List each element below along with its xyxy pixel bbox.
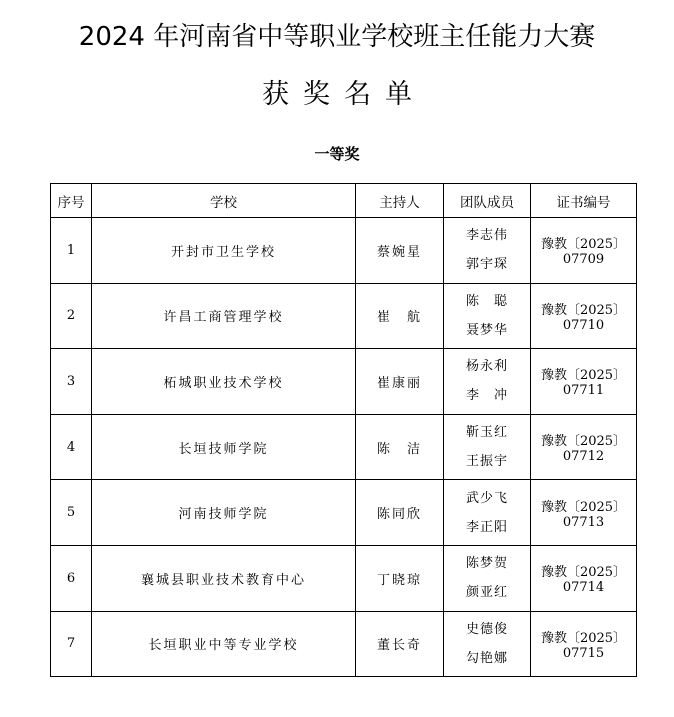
award-list-table xyxy=(50,183,637,677)
row-certificate-number: 豫教〔2025〕07711 xyxy=(531,349,637,415)
header-team-members: 团队成员 xyxy=(444,184,531,218)
team-member: 颜亚红 xyxy=(465,585,508,601)
row-host: 丁晓琼 xyxy=(356,545,444,611)
team-member: 杨永利 xyxy=(465,359,508,375)
team-member: 陈 聪 xyxy=(465,293,508,309)
row-number: 1 xyxy=(51,218,92,284)
table-row xyxy=(51,349,637,415)
row-certificate-number: 豫教〔2025〕07712 xyxy=(531,414,637,480)
row-number: 2 xyxy=(51,283,92,349)
row-team-members xyxy=(444,611,531,677)
row-school: 河南技师学院 xyxy=(92,480,356,546)
row-certificate-number: 豫教〔2025〕07709 xyxy=(531,218,637,284)
team-member: 李正阳 xyxy=(465,519,508,535)
row-certificate-number: 豫教〔2025〕07710 xyxy=(531,283,637,349)
team-member: 武少飞 xyxy=(465,490,508,506)
row-team-members xyxy=(444,218,531,284)
row-school: 襄城县职业技术教育中心 xyxy=(92,545,356,611)
row-school: 柘城职业技术学校 xyxy=(92,349,356,415)
team-member: 勾艳娜 xyxy=(465,650,508,666)
header-certificate-number: 证书编号 xyxy=(531,184,637,218)
header-number: 序号 xyxy=(51,184,92,218)
team-member: 靳玉红 xyxy=(465,425,508,441)
team-member: 李 冲 xyxy=(465,388,508,404)
row-certificate-number: 豫教〔2025〕07713 xyxy=(531,480,637,546)
table-row xyxy=(51,545,637,611)
team-member: 王振宇 xyxy=(465,454,508,470)
header-host: 主持人 xyxy=(356,184,444,218)
row-team-members xyxy=(444,349,531,415)
row-number: 5 xyxy=(51,480,92,546)
row-school: 许昌工商管理学校 xyxy=(92,283,356,349)
row-school: 长垣技师学院 xyxy=(92,414,356,480)
header-school: 学校 xyxy=(92,184,356,218)
team-member: 史德俊 xyxy=(465,621,508,637)
row-host: 董长奇 xyxy=(356,611,444,677)
row-number: 4 xyxy=(51,414,92,480)
table-header-row xyxy=(51,184,637,218)
row-number: 6 xyxy=(51,545,92,611)
award-level-heading: 一等奖 xyxy=(314,145,360,163)
table-row xyxy=(51,611,637,677)
row-host: 陈 洁 xyxy=(356,414,444,480)
row-team-members xyxy=(444,283,531,349)
row-certificate-number: 豫教〔2025〕07714 xyxy=(531,545,637,611)
row-school: 开封市卫生学校 xyxy=(92,218,356,284)
team-member: 李志伟 xyxy=(465,228,508,244)
table-row xyxy=(51,283,637,349)
row-number: 3 xyxy=(51,349,92,415)
row-team-members xyxy=(444,545,531,611)
team-member: 聂梦华 xyxy=(465,322,508,338)
row-host: 崔 航 xyxy=(356,283,444,349)
table-row xyxy=(51,414,637,480)
team-member: 陈梦贺 xyxy=(465,556,508,572)
document-subtitle: 获奖名单 xyxy=(262,79,426,110)
row-school: 长垣职业中等专业学校 xyxy=(92,611,356,677)
table-row xyxy=(51,218,637,284)
row-team-members xyxy=(444,414,531,480)
document-title: 2024 年河南省中等职业学校班主任能力大赛 xyxy=(78,22,596,52)
row-host: 蔡婉星 xyxy=(356,218,444,284)
row-number: 7 xyxy=(51,611,92,677)
row-team-members xyxy=(444,480,531,546)
row-certificate-number: 豫教〔2025〕07715 xyxy=(531,611,637,677)
row-host: 崔康丽 xyxy=(356,349,444,415)
team-member: 郭宇琛 xyxy=(465,257,508,273)
table-row xyxy=(51,480,637,546)
row-host: 陈同欣 xyxy=(356,480,444,546)
